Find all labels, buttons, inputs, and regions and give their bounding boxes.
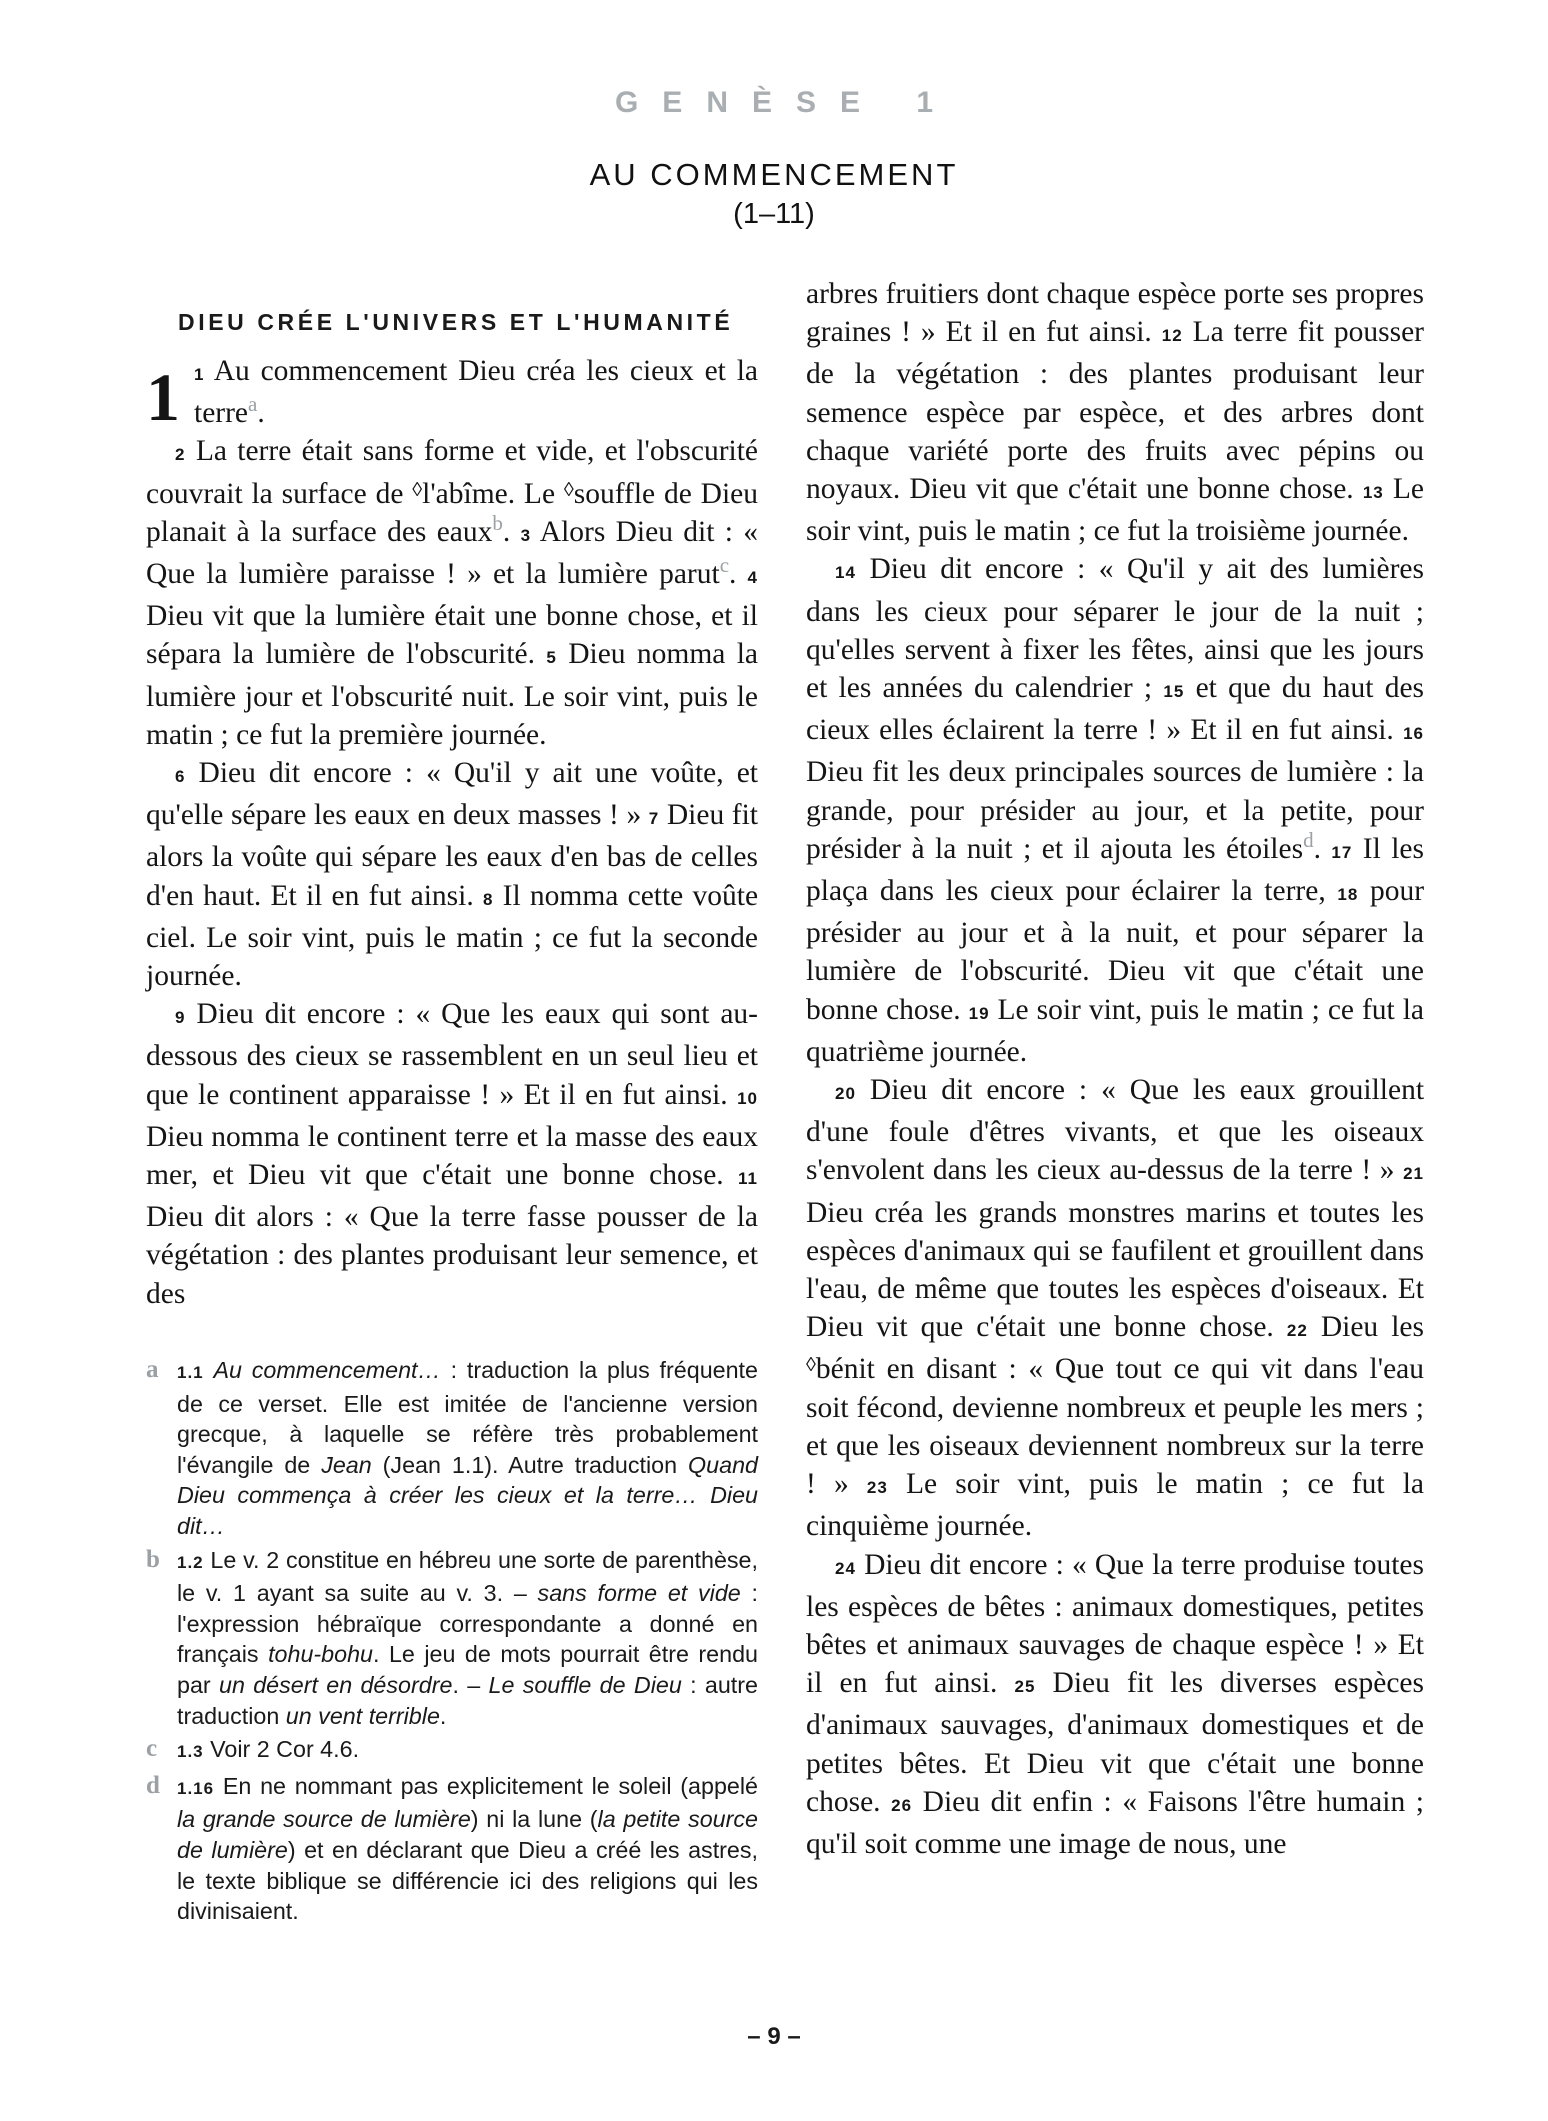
verse-text: La terre fit pousser de la végétation : des plantes produisant leur semence espèce par espèce, et des arbres dont chaque variété porte des fruits avec pépins ou noyaux. Dieu vit que c'était une bonne chose.	[806, 316, 1425, 506]
verse-text: Il nomma cette voûte ciel. Le soir vint, puis le matin ; ce fut la seconde journée.	[146, 879, 759, 993]
verse-text: Le soir vint, puis le matin ; ce fut la troisième journée.	[806, 473, 1424, 548]
left-column	[146, 352, 758, 1313]
verse-text: Dieu dit enfin : « Faisons l'être humain ; qu'il soit comme une image de nous, une	[806, 1785, 1424, 1860]
verse-number: 17	[1331, 842, 1353, 862]
verse-number: 22	[1286, 1321, 1308, 1341]
verse-number: 7	[648, 809, 660, 829]
verse-text: Dieu dit alors : « Que la terre fasse pousser de la végétation : des plantes produisant leur semence, et des	[146, 1201, 758, 1310]
verse-text: pour présider au jour et à la nuit, et pour séparer la lumière de l'obscurité. Dieu vit que c'était une bonne chose.	[806, 875, 1425, 1026]
footnote-reference: 1.3	[177, 1742, 204, 1762]
footnote-ref-c[interactable]: c	[719, 553, 730, 578]
verse-text: Dieu les	[1320, 1311, 1425, 1344]
pericope-heading: DIEU CRÉE L'UNIVERS ET L'HUMANITÉ	[178, 309, 734, 335]
verse-text: arbres fruitiers dont chaque espèce porte ses propres graines ! » Et il en fut ainsi.	[806, 278, 1424, 349]
verse-number: 13	[1362, 483, 1384, 503]
verse-number: 3	[520, 525, 532, 545]
verse-number: 6	[175, 767, 186, 787]
section-range: (1–11)	[733, 198, 815, 230]
page-number: – 9 –	[747, 2023, 801, 2050]
verse-number: 4	[747, 568, 758, 588]
verse-number: 25	[1014, 1677, 1036, 1697]
verse-number: 14	[835, 563, 856, 583]
verse-text: Il les plaça dans les cieux pour éclairer la terre,	[806, 832, 1425, 908]
footnotes	[146, 1355, 758, 1930]
footnote-d: d 1.16 En ne nommant pas explicitement le soleil (appelé la grande source de lumière) ni la lune (la petite source de lumière) et en déclarant que Dieu a créé les astres, le texte biblique se différencie ici des religions qui les divinisaient.	[146, 1771, 759, 1925]
footnote-a: a 1.1 Au commencement… : traduction la plus fréquente de ce verset. Elle est imitée de l'ancienne version grecque, à laquelle se réfère très probablement l'évangile de Jean (Jean 1.1). Autre traduction Quand Dieu commença à créer les cieux et la terre… Dieu dit…	[146, 1356, 758, 1539]
paragraph-1: 1 1 Au commencement Dieu créa les cieux et la terre$^a$.	[146, 355, 758, 435]
glossary-diamond-icon: ◊	[806, 1354, 816, 1377]
verse-number: 16	[1403, 724, 1425, 744]
verse-text: Dieu dit encore : « Que la terre produise toutes les espèces de bêtes : animaux domestiques, petites bêtes et animaux sauvages de chaque espèce ! » Et il en fut ainsi.	[806, 1548, 1424, 1700]
paragraph-7: 20 Dieu dit encore : « Que les eaux grouillent d'une foule d'êtres vivants, et que les oiseaux s'envolent dans les cieux au-dessus de la terre ! » 21 Dieu créa les grands monstres marins et toutes les espèces d'animaux qui se faufilent et grouillent dans l'eau, de même que toutes les espèces d'oiseaux. Et Dieu vit que c'était une bonne chose. 22 Dieu les ◊bénit en disant : « Que tout ce qui vit dans l'eau soit fécond, devienne nombreux et peuple les mers ; et que les oiseaux deviennent nombreux sur la terre ! » 23 Le soir vint, puis le matin ; ce fut la cinquième journée.	[806, 1074, 1425, 1543]
verse-text: Alors Dieu dit : « Que la lumière paraisse ! » et la lumière parut	[146, 515, 759, 591]
verse-text: La terre était sans forme et vide, et l'obscurité couvrait la surface de	[146, 435, 758, 510]
paragraph-2: 2 La terre était sans forme et vide, et l'obscurité couvrait la surface de ◊l'abîme. Le ◊souffle de Dieu planait à la surface des eaux$^b$. 3 Alors Dieu dit : « Que la lumière paraisse ! » et la lumière parut$^c$. 4 Dieu vit que la lumière était une bonne chose, et il sépara la lumière de l'obscurité. 5 Dieu nomma la lumière jour et l'obscurité nuit. Le soir vint, puis le matin ; ce fut la première journée.	[146, 435, 759, 751]
footnote-reference: 1.2	[177, 1552, 204, 1572]
glossary-diamond-icon: ◊	[412, 478, 423, 501]
verse-text: Dieu dit encore : « Qu'il y ait des lumières dans les cieux pour séparer le jour de la nuit ; qu'elles servent à fixer les fêtes, ainsi que les jours et les années du calendrier ;	[806, 553, 1424, 705]
paragraph-5	[806, 275, 1424, 550]
right-column	[806, 275, 1424, 1863]
footnote-reference: 1.1	[177, 1363, 204, 1382]
verse-text: Dieu dit encore : « Que les eaux grouillent d'une foule d'êtres vivants, et que les oiseaux s'envolent dans les cieux au-dessus de la terre ! »	[806, 1074, 1425, 1187]
verse-text: Le soir vint, puis le matin ; ce fut la cinquième journée.	[806, 1468, 1425, 1543]
verse-number: 9	[175, 1008, 186, 1028]
verse-text: Dieu nomma le continent terre et la masse des eaux mer, et Dieu vit que c'était une bonne chose.	[146, 1120, 758, 1192]
verse-text: Dieu créa les grands monstres marins et toutes les espèces d'animaux qui se faufilent et grouillent dans l'eau, de même que toutes les espèces d'oiseaux. Et Dieu vit que c'était une bonne chose.	[806, 1196, 1424, 1344]
footnote-b: b 1.2 Le v. 2 constitue en hébreu une sorte de parenthèse, le v. 1 ayant sa suite au v. 3. – sans forme et vide : l'expression hébraïque correspondante a donné en français tohu-bohu. Le jeu de mots pourrait être rendu par un désert en désordre. – Le souffle de Dieu : autre traduction un vent terrible.	[146, 1545, 758, 1729]
verse-text: Au commencement Dieu créa les cieux et la terre	[194, 355, 758, 430]
paragraph-8	[806, 1546, 1424, 1864]
footnote-letter: c	[146, 1735, 158, 1763]
verse-number: 26	[891, 1795, 913, 1815]
footnote-ref-a[interactable]: a	[248, 392, 258, 417]
verse-number: 11	[738, 1169, 759, 1189]
verse-number: 5	[546, 648, 557, 668]
verse-text: Dieu dit encore : « Que les eaux qui sont au-dessous des cieux se rassemblent en un seul lieu et que le continent apparaisse ! » Et il en fut ainsi.	[146, 998, 759, 1111]
verse-number: 24	[835, 1558, 856, 1578]
verse-number: 10	[737, 1088, 759, 1108]
footnote-letter: d	[146, 1771, 160, 1799]
paragraph-6: 14 Dieu dit encore : « Qu'il y ait des lumières dans les cieux pour séparer le jour de la nuit ; qu'elles servent à fixer les fêtes, ainsi que les jours et les années du calendrier ; 15 et que du haut des cieux elles éclairent la terre ! » Et il en fut ainsi. 16 Dieu fit les deux principales sources de lumière : la grande, pour présider au jour, et la petite, pour présider à la nuit ; et il ajouta les étoiles$^d$. 17 Il les plaça dans les cieux pour éclairer la terre, 18 pour présider au jour et à la nuit, et pour séparer la lumière de l'obscurité. Dieu vit que c'était une bonne chose. 19 Le soir vint, puis le matin ; ce fut la quatrième journée.	[806, 553, 1425, 1068]
verse-text: Dieu nomma la lumière jour et l'obscurité nuit. Le soir vint, puis le matin ; ce fut la première journée.	[146, 638, 759, 751]
verse-number: 1	[194, 365, 205, 384]
paragraph-3	[146, 754, 758, 995]
verse-number: 21	[1403, 1164, 1425, 1184]
paragraph-4	[146, 995, 758, 1313]
footnote-ref-d[interactable]: d	[1303, 827, 1314, 852]
footnote-reference: 1.16	[177, 1778, 215, 1798]
running-head: GENÈSE 1	[614, 86, 958, 119]
verse-text: Dieu fit les diverses espèces d'animaux sauvages, d'animaux domestiques et de petites bêtes. Et Dieu vit que c'était une bonne chose.	[806, 1667, 1425, 1818]
footnote-letter: b	[146, 1545, 160, 1573]
verse-number: 18	[1337, 885, 1359, 905]
footnote-letter: a	[146, 1356, 159, 1383]
verse-number: 15	[1163, 682, 1185, 702]
footnote-c: c 1.3 Voir 2 Cor 4.6.	[146, 1734, 758, 1768]
footnote-ref-b[interactable]: b	[492, 510, 503, 535]
verse-text: Dieu fit les deux principales sources de lumière : la grande, pour présider au jour, et la petite, pour présider à la nuit ; et il ajouta les étoiles	[806, 756, 1424, 865]
verse-text: Dieu vit que la lumière était une bonne chose, et il sépara la lumière de l'obscurité.	[146, 600, 758, 671]
chapter-number: 1	[146, 359, 180, 435]
verse-text: Dieu dit encore : « Qu'il y ait une voûte, et qu'elle sépare les eaux en deux masses ! »	[146, 757, 758, 832]
verse-number: 20	[835, 1084, 856, 1104]
verse-number: 2	[175, 445, 186, 465]
verse-text: Dieu fit alors la voûte qui sépare les eaux d'en bas de celles d'en haut. Et il en fut ainsi.	[146, 799, 759, 912]
verse-number: 19	[968, 1003, 990, 1023]
verse-text: Le soir vint, puis le matin ; ce fut la quatrième journée.	[806, 993, 1425, 1068]
glossary-diamond-icon: ◊	[563, 478, 574, 501]
verse-number: 8	[482, 889, 494, 909]
section-title: AU COMMENCEMENT	[589, 157, 959, 192]
verse-number: 12	[1161, 326, 1183, 346]
verse-text: et que du haut des cieux elles éclairent la terre ! » Et il en fut ainsi.	[806, 672, 1425, 747]
verse-number: 23	[866, 1478, 888, 1498]
